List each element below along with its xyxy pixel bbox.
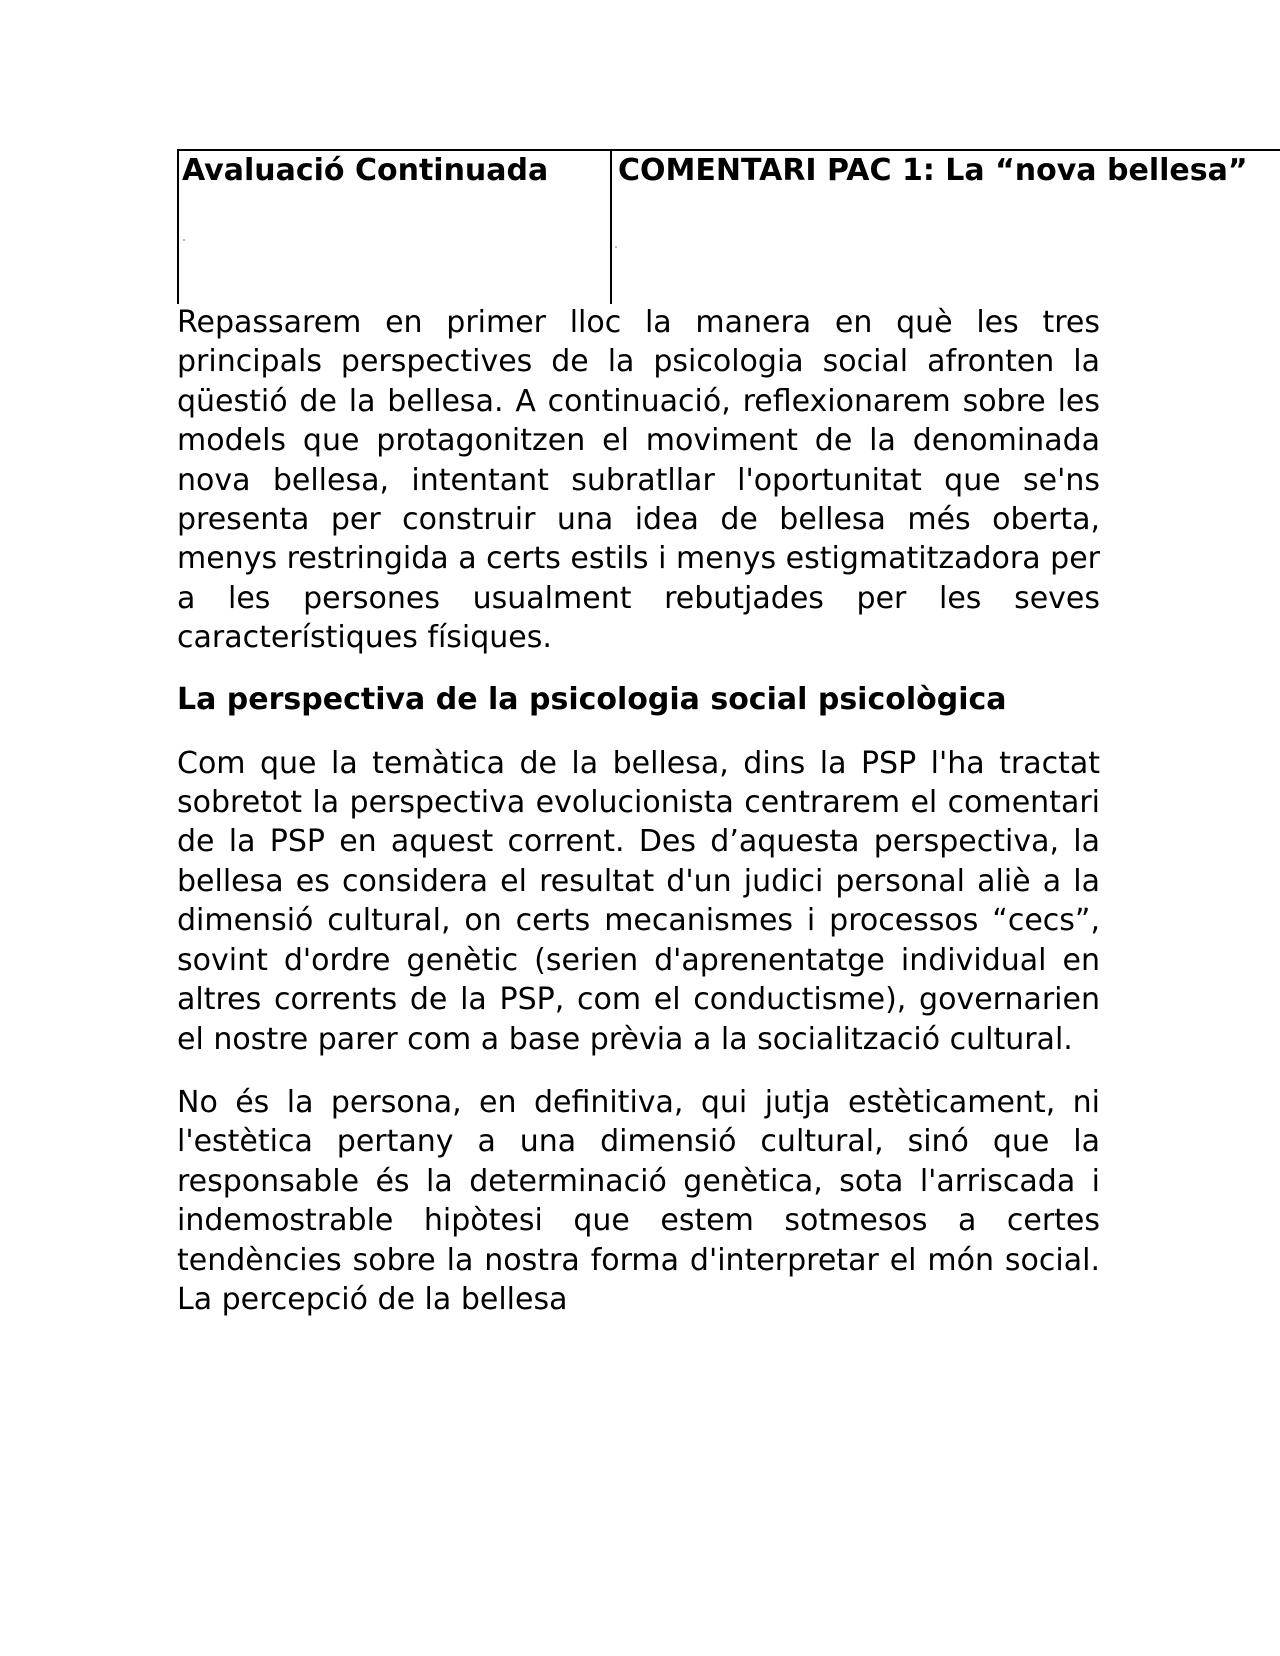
body-paragraph: No és la persona, en definitiva, qui jutja estèticament, ni l'estètica pertany a una dimensió cultural, sinó que la responsable és la determinació genètica, sota l'arriscada i indemostrable hipòtesi que estem sotmesos a certes tendències sobre la nostra forma d'interpretar el món social. La percepció de la bellesa (177, 1084, 1100, 1317)
header-cell-right (610, 151, 1280, 304)
document-body (177, 303, 1100, 1319)
header-cell-left (177, 151, 611, 304)
cell-marker (615, 246, 617, 248)
header-left-label: Avaluació Continuada (182, 153, 549, 188)
body-paragraph: Com que la temàtica de la bellesa, dins la PSP l'ha tractat sobretot la perspectiva evolucionista centrarem el comentari de la PSP en aquest corrent. Des d’aquesta perspectiva, la bellesa es considera el resultat d'un judici personal aliè a la dimensió cultural, on certs mecanismes i processos “cecs”, sovint d'ordre genètic (serien d'aprenentatge individual en altres corrents de la PSP, com el conductisme), governarien el nostre parer com a base prèvia a la socialització cultural. (177, 745, 1100, 1057)
cell-marker (183, 239, 185, 241)
header-table (177, 149, 1280, 304)
header-right-label: COMENTARI PAC 1: La “nova bellesa” (618, 153, 1248, 188)
section-heading: La perspectiva de la psicologia social psicològica (177, 681, 1007, 717)
intro-paragraph: Repassarem en primer lloc la manera en què les tres principals perspectives de la psicologia social afronten la qüestió de la bellesa. A continuació, reflexionarem sobre les models que protagonitzen el moviment de la denominada nova bellesa, intentant subratllar l'oportunitat que se'ns presenta per construir una idea de bellesa més oberta, menys restringida a certs estils i menys estigmatitzadora per a les persones usualment rebutjades per les seves característiques físiques. (177, 305, 1100, 656)
